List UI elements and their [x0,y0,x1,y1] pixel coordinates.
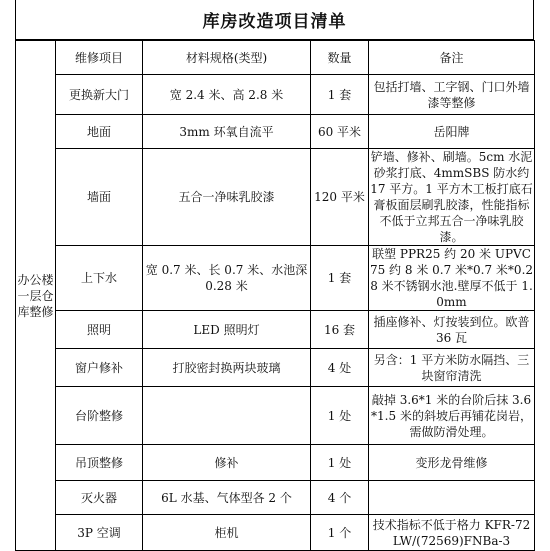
row-qty: 16 套 [311,311,369,349]
row-note: 另含：1 平方米防水隔挡、三块窗帘清洗 [369,349,535,387]
row-note: 联塑 PPR25 约 20 米 UPVC75 约 8 米 0.7 米*0.7 米*0.28 米不锈钢水池.壁厚不低于 1.0mm [369,247,534,309]
project-table [15,40,535,551]
header-qty: 数量 [311,41,369,75]
row-qty: 1 处 [311,445,369,481]
table-row [16,75,535,115]
header-note: 备注 [369,41,535,75]
table-row [16,311,535,349]
row-note: 敲掉 3.6*1 米的台阶后抹 3.6*1.5 米的斜坡后再铺花岗岩，需做防滑处理。 [369,387,535,445]
table-row [16,149,535,246]
row-qty: 4 个 [311,481,369,515]
row-item: 台阶整修 [56,387,143,445]
row-note: 技术指标不低于格力 KFR-72LW/(72569)FNBa-3 [369,515,535,551]
row-qty: 1 个 [311,515,369,551]
row-spec: 修补 [143,445,311,481]
row-item: 地面 [56,115,143,149]
row-item: 更换新大门 [56,75,143,115]
row-note: 插座修补、灯按装到位。欧普 36 瓦 [369,311,535,349]
row-spec: 宽 0.7 米、长 0.7 米、水池深 0.28 米 [143,246,311,311]
table-row [16,349,535,387]
row-spec: 打胶密封换两块玻璃 [143,349,311,387]
row-spec: 柜机 [143,515,311,551]
table-row [16,515,535,551]
table-row [16,481,535,515]
row-spec: 五合一净味乳胶漆 [143,149,311,246]
row-item: 吊顶整修 [56,445,143,481]
group-label: 办公楼一层仓库整修 [16,41,56,551]
row-qty: 1 套 [311,246,369,311]
row-qty: 1 套 [311,75,369,115]
row-spec: LED 照明灯 [143,311,311,349]
row-note [369,481,535,515]
row-note: 变形龙骨维修 [369,445,535,481]
row-item: 3P 空调 [56,515,143,551]
table-row [16,387,535,445]
row-note: 铲墙、修补、刷墙。5cm 水泥砂浆打底、4mmSBS 防水约 17 平方。1 平方木工板打底石膏板面层刷乳胶漆，性能指标不低于立邦五合一净味乳胶漆。 [370,150,533,244]
row-item: 窗户修补 [56,349,143,387]
row-spec [143,387,311,445]
table-row [16,246,535,311]
project-list-sheet [15,0,535,550]
row-item: 灭火器 [56,481,143,515]
row-item: 上下水 [56,246,143,311]
header-spec: 材料规格(类型) [143,41,311,75]
row-qty: 4 处 [311,349,369,387]
table-row [16,445,535,481]
row-qty: 60 平米 [311,115,369,149]
table-header-row [16,41,535,75]
row-item: 照明 [56,311,143,349]
row-item: 墙面 [56,149,143,246]
row-qty: 120 平米 [311,149,369,246]
row-qty: 1 处 [311,387,369,445]
document-title: 库房改造项目清单 [15,0,534,40]
row-note: 岳阳牌 [369,115,535,149]
row-spec: 6L 水基、气体型各 2 个 [143,481,311,515]
row-note: 包括打墙、工字钢、门口外墙漆等整修 [369,75,535,115]
row-spec: 宽 2.4 米、高 2.8 米 [143,75,311,115]
row-spec: 3mm 环氧自流平 [143,115,311,149]
table-row [16,115,535,149]
header-item: 维修项目 [56,41,143,75]
